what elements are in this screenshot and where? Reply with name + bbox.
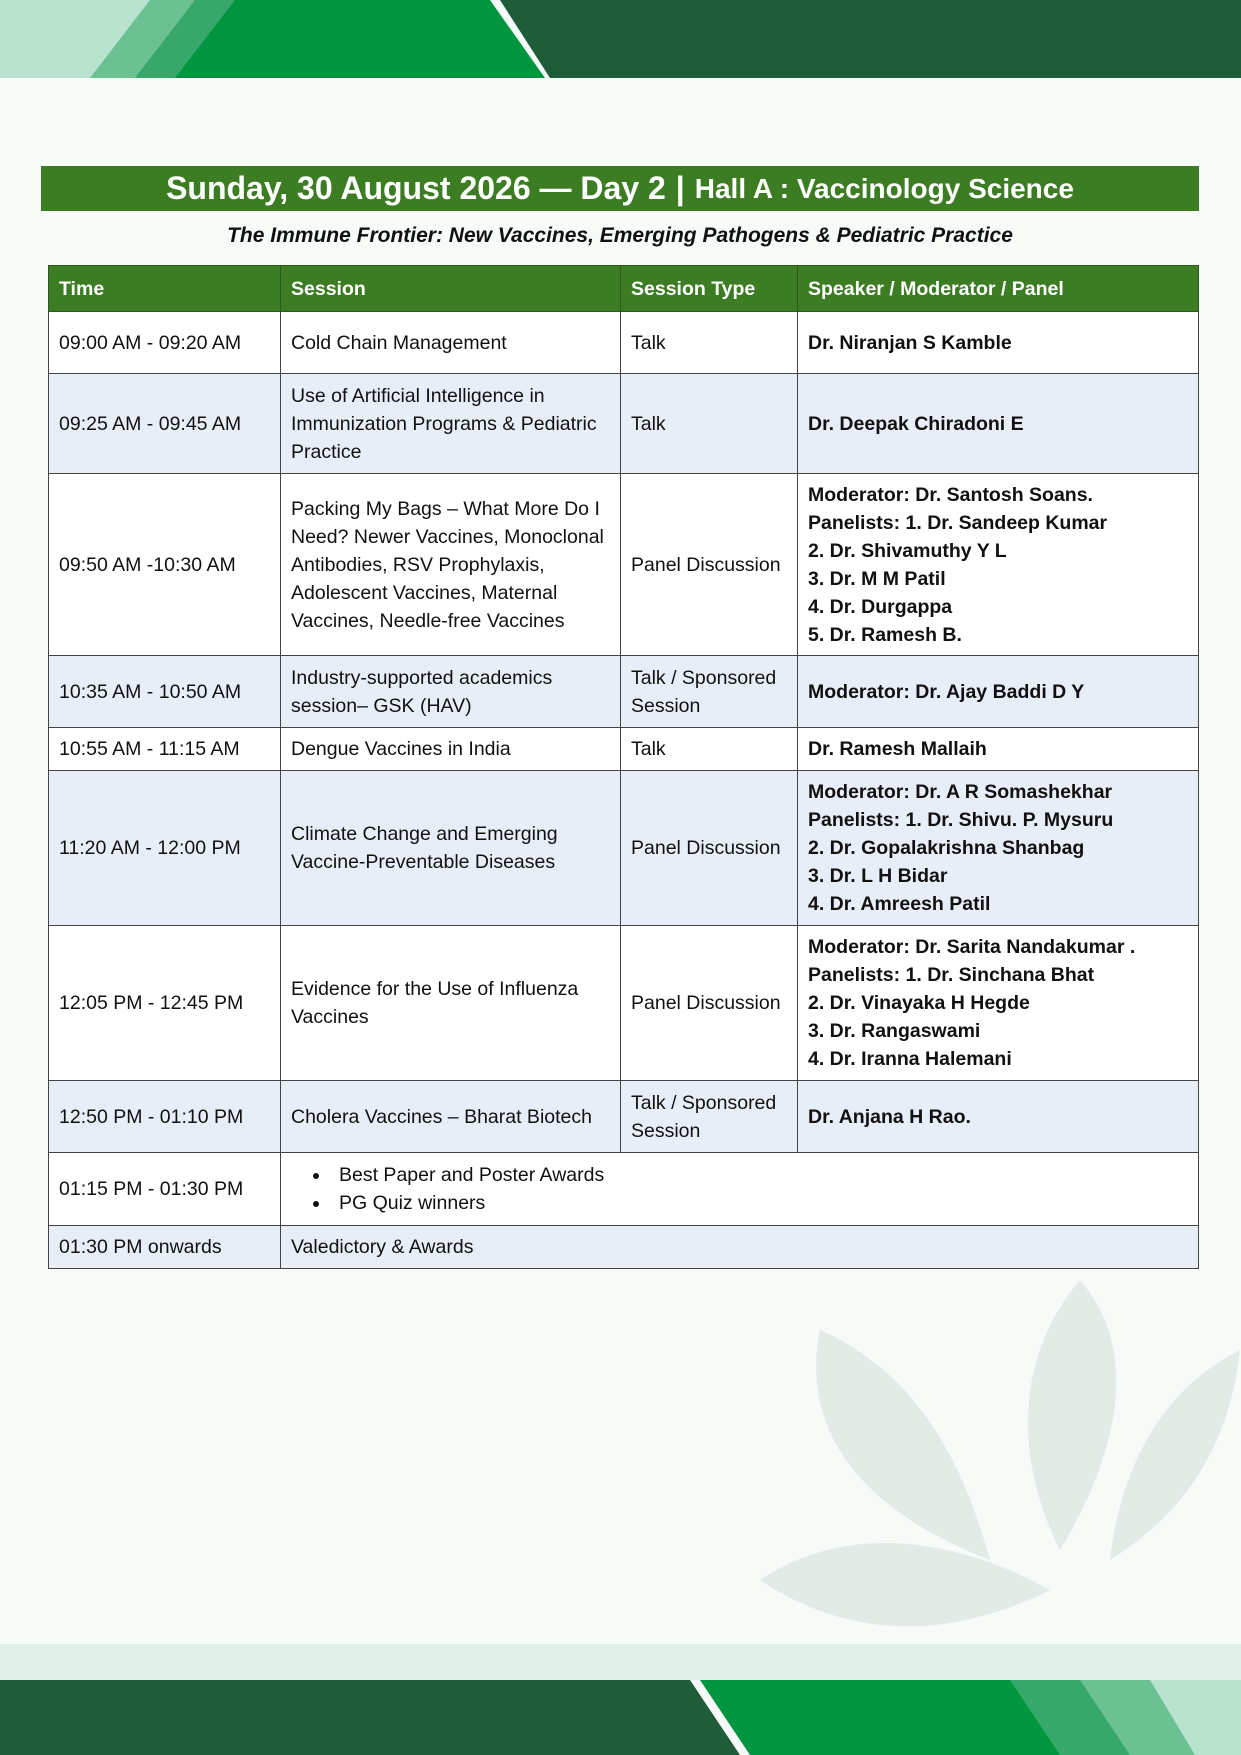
awards-row	[49, 1153, 1199, 1226]
awards-cell	[281, 1153, 1199, 1226]
session-type-cell: Talk	[621, 374, 798, 474]
speaker-cell	[798, 728, 1199, 771]
panelist-line: 4. Dr. Durgappa	[808, 595, 953, 618]
session-cell: Evidence for the Use of Influenza Vaccines	[281, 926, 621, 1081]
table-row	[49, 926, 1199, 1081]
speaker-line: Dr. Niranjan S Kamble	[808, 331, 1012, 354]
header-decoration	[0, 0, 1241, 78]
panelist-line: 3. Dr. Rangaswami	[808, 1020, 981, 1042]
moderator-line: Moderator: Dr. Sarita Nandakumar .	[808, 936, 1136, 958]
time-cell: 10:55 AM - 11:15 AM	[49, 728, 281, 771]
session-type-cell: Panel Discussion	[621, 926, 798, 1081]
speaker-cell	[798, 656, 1199, 728]
title-separator: |	[675, 170, 685, 206]
column-header-session-type: Session Type	[621, 266, 798, 312]
table-header-row	[49, 266, 1199, 312]
hall-title: Hall A : Vaccinology Science	[694, 172, 1074, 204]
panelist-line: 4. Dr. Iranna Halemani	[808, 1048, 1012, 1070]
column-header-time: Time	[49, 266, 281, 312]
session-type-cell: Talk / Sponsored Session	[621, 656, 798, 728]
session-type-cell: Talk	[621, 728, 798, 771]
session-cell: Cholera Vaccines – Bharat Biotech	[281, 1081, 621, 1153]
speaker-cell	[798, 474, 1199, 656]
panelist-line: 2. Dr. Shivamuthy Y L	[808, 539, 1007, 562]
table-row	[49, 728, 1199, 771]
time-cell: 12:50 PM - 01:10 PM	[49, 1081, 281, 1153]
final-row	[49, 1226, 1199, 1269]
session-type-cell: Talk / Sponsored Session	[621, 1081, 798, 1153]
column-header-session: Session	[281, 266, 621, 312]
session-cell: Dengue Vaccines in India	[281, 728, 621, 771]
table-row	[49, 474, 1199, 656]
time-cell: 10:35 AM - 10:50 AM	[49, 656, 281, 728]
session-cell: Use of Artificial Intelligence in Immunization Programs & Pediatric Practice	[281, 374, 621, 474]
panelist-line: 3. Dr. L H Bidar	[808, 865, 948, 887]
panelist-line: Panelists: 1. Dr. Sandeep Kumar	[808, 511, 1108, 534]
day-title: Sunday, 30 August 2026 — Day 2	[166, 170, 666, 206]
panelist-line: 5. Dr. Ramesh B.	[808, 623, 962, 646]
speaker-line: Dr. Ramesh Mallaih	[808, 738, 987, 760]
speaker-cell	[798, 374, 1199, 474]
awards-list	[291, 1161, 1188, 1217]
footer-decoration	[0, 1644, 1241, 1755]
session-cell: Packing My Bags – What More Do I Need? Newer Vaccines, Monoclonal Antibodies, RSV Prophylaxis, Adolescent Vaccines, Maternal Vaccines, Needle-free Vaccines	[281, 474, 621, 656]
speaker-cell	[798, 312, 1199, 374]
day-title-banner	[41, 166, 1199, 211]
list-item: • Best Paper and Poster Awards	[331, 1161, 1188, 1189]
time-cell: 01:15 PM - 01:30 PM	[49, 1153, 281, 1226]
panelist-line: Panelists: 1. Dr. Sinchana Bhat	[808, 964, 1095, 986]
time-cell: 12:05 PM - 12:45 PM	[49, 926, 281, 1081]
column-header-speaker: Speaker / Moderator / Panel	[798, 266, 1199, 312]
panelist-line: 2. Dr. Vinayaka H Hegde	[808, 992, 1030, 1014]
time-cell: 09:00 AM - 09:20 AM	[49, 312, 281, 374]
theme-subtitle: The Immune Frontier: New Vaccines, Emerging Pathogens & Pediatric Practice	[227, 224, 1013, 247]
speaker-cell	[798, 926, 1199, 1081]
panelist-line: 4. Dr. Amreesh Patil	[808, 893, 991, 915]
speaker-cell	[798, 771, 1199, 926]
panelist-line: 2. Dr. Gopalakrishna Shanbag	[808, 837, 1085, 859]
session-type-cell: Panel Discussion	[621, 771, 798, 926]
table-row	[49, 771, 1199, 926]
moderator-line: Moderator: Dr. A R Somashekhar	[808, 781, 1113, 803]
time-cell: 11:20 AM - 12:00 PM	[49, 771, 281, 926]
panelist-line: Panelists: 1. Dr. Shivu. P. Mysuru	[808, 809, 1114, 831]
speaker-line: Dr. Deepak Chiradoni E	[808, 412, 1024, 435]
table-row	[49, 312, 1199, 374]
table-row	[49, 374, 1199, 474]
speaker-cell	[798, 1081, 1199, 1153]
table-row	[49, 656, 1199, 728]
moderator-line: Moderator: Dr. Santosh Soans.	[808, 483, 1093, 506]
leaf-watermark	[760, 1270, 1241, 1670]
moderator-line: Moderator: Dr. Ajay Baddi D Y	[808, 680, 1085, 703]
table-row	[49, 1081, 1199, 1153]
panelist-line: 3. Dr. M M Patil	[808, 567, 946, 590]
session-cell: Industry-supported academics session– GSK (HAV)	[281, 656, 621, 728]
session-type-cell: Panel Discussion	[621, 474, 798, 656]
session-cell: Climate Change and Emerging Vaccine-Preventable Diseases	[281, 771, 621, 926]
time-cell: 09:25 AM - 09:45 AM	[49, 374, 281, 474]
speaker-line: Dr. Anjana H Rao.	[808, 1105, 971, 1128]
schedule-table	[48, 265, 1199, 1269]
session-cell: Cold Chain Management	[281, 312, 621, 374]
session-type-cell: Talk	[621, 312, 798, 374]
session-cell: Valedictory & Awards	[281, 1226, 1199, 1269]
list-item: • PG Quiz winners	[331, 1189, 1188, 1217]
time-cell: 01:30 PM onwards	[49, 1226, 281, 1269]
time-cell: 09:50 AM -10:30 AM	[49, 474, 281, 656]
